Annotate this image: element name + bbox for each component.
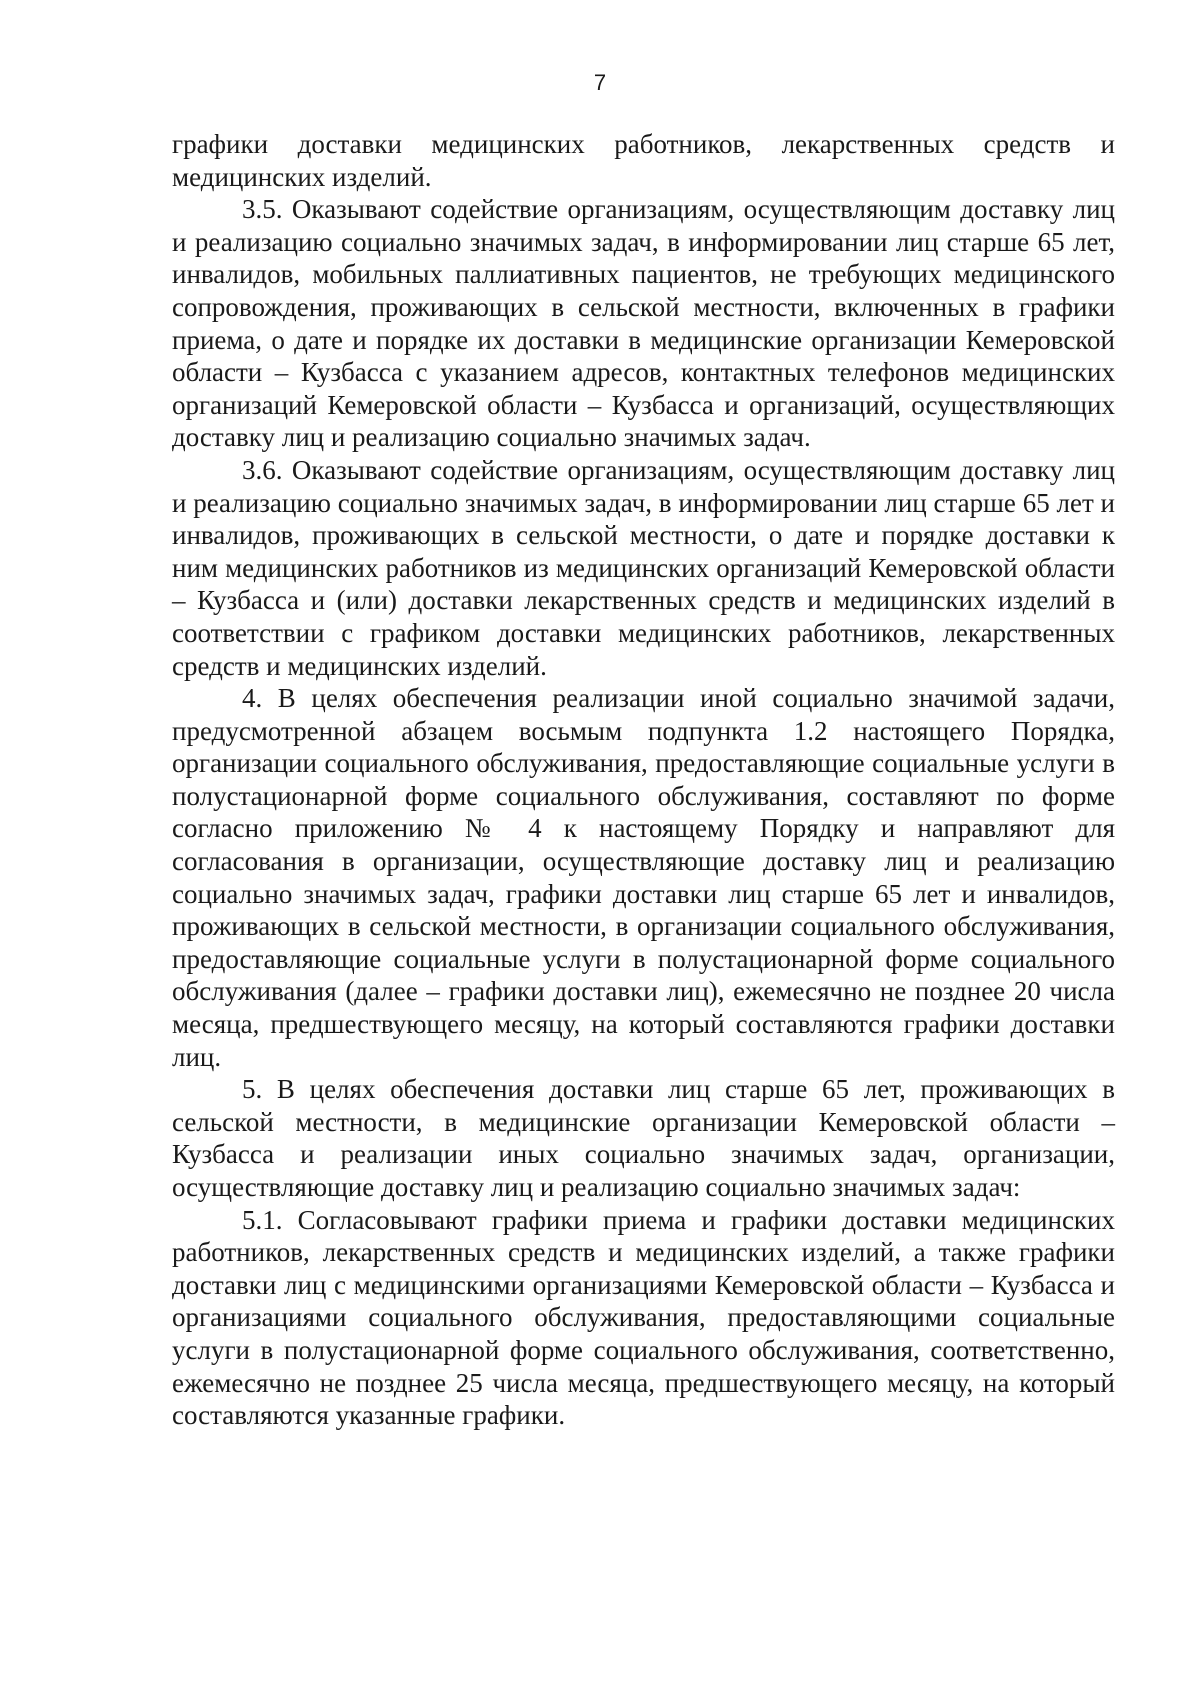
paragraph-4: 4. В целях обеспечения реализации иной социально значимой задачи, предусмотренной абзацем восьмым подпункта 1.2 настоящего Порядка, организации социального обслуживания, предоставляющие социальные услуги в полустационарной форме социального обслуживания, составляют по форме согласно приложению № 4 к настоящему Порядку и направляют для согласования в организации, осуществляющие доставку лиц и реализацию социально значимых задач, графики доставки лиц старше 65 лет и инвалидов, проживающих в сельской местности, в организации социального обслуживания, предоставляющие социальные услуги в полустационарной форме социального обслуживания (далее – графики доставки лиц), ежемесячно не позднее 20 числа месяца, предшествующего месяцу, на который составляются графики доставки лиц.	[172, 683, 1115, 1072]
paragraph-continuation: графики доставки медицинских работников, лекарственных средств и медицинских изделий.	[172, 129, 1115, 192]
paragraph-5-1: 5.1. Согласовывают графики приема и графики доставки медицинских работников, лекарственных средств и медицинских изделий, а также графики доставки лиц с медицинскими организациями Кемеровской области – Кузбасса и организациями социального обслуживания, предоставляющими социальные услуги в полустационарной форме социального обслуживания, соответственно, ежемесячно не позднее 25 числа месяца, предшествующего месяцу, на который составляются указанные графики.	[172, 1204, 1115, 1431]
document-body	[172, 128, 1115, 1432]
paragraph-3-6: 3.6. Оказывают содействие организациям, осуществляющим доставку лиц и реализацию социально значимых задач, в информировании лиц старше 65 лет и инвалидов, проживающих в сельской местности, о дате и порядке доставки к ним медицинских работников из медицинских организаций Кемеровской области – Кузбасса и (или) доставки лекарственных средств и медицинских изделий в соответствии с графиком доставки медицинских работников, лекарственных средств и медицинских изделий.	[172, 454, 1115, 681]
page-number: 7	[593, 70, 607, 95]
paragraph-5: 5. В целях обеспечения доставки лиц старше 65 лет, проживающих в сельской местности, в медицинские организации Кемеровской области – Кузбасса и реализации иных социально значимых задач, организации, осуществляющие доставку лиц и реализацию социально значимых задач:	[172, 1074, 1115, 1202]
paragraph-3-5: 3.5. Оказывают содействие организациям, осуществляющим доставку лиц и реализацию социально значимых задач, в информировании лиц старше 65 лет, инвалидов, мобильных паллиативных пациентов, не требующих медицинского сопровождения, проживающих в сельской местности, включенных в графики приема, о дате и порядке их доставки в медицинские организации Кемеровской области – Кузбасса с указанием адресов, контактных телефонов медицинских организаций Кемеровской области – Кузбасса и организаций, осуществляющих доставку лиц и реализацию социально значимых задач.	[172, 194, 1115, 453]
